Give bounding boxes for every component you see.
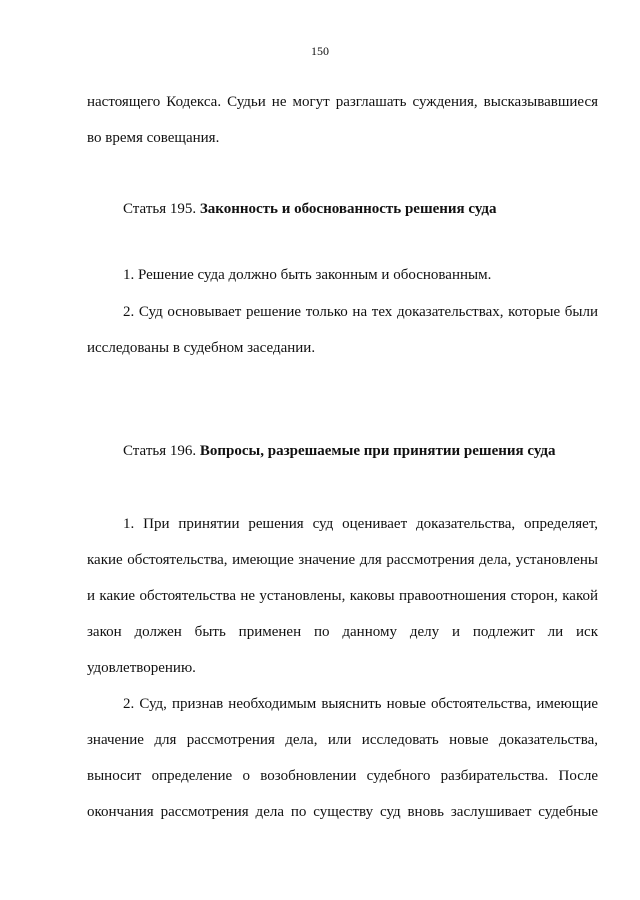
article-195-p2-line-2: исследованы в судебном заседании.	[87, 340, 316, 356]
article-195-p2-line-1: 2. Суд основывает решение только на тех доказательствах, которые были	[123, 304, 598, 320]
article-196-title: Вопросы, разрешаемые при принятии решения суда	[199, 443, 556, 459]
article-196-p2-line-2: значение для рассмотрения дела, или исследовать новые доказательства,	[87, 732, 598, 748]
article-195-prefix: Статья 195.	[123, 201, 197, 217]
article-196-p2-line-1: 2. Суд, признав необходимым выяснить новые обстоятельства, имеющие	[123, 696, 598, 712]
article-196-p2-line-3: выносит определение о возобновлении судебного разбирательства. После	[87, 768, 598, 784]
article-195-p1: 1. Решение суда должно быть законным и обоснованным.	[123, 267, 492, 283]
article-196-p1-line-3: и какие обстоятельства не установлены, каковы правоотношения сторон, какой	[87, 588, 598, 604]
article-196-heading	[123, 441, 556, 461]
article-196-p1-line-2: какие обстоятельства, имеющие значение для рассмотрения дела, установлены	[87, 552, 598, 568]
intro-line-2: во время совещания.	[87, 130, 220, 146]
article-196-p1-line-1: 1. При принятии решения суд оценивает доказательства, определяет,	[123, 516, 598, 532]
article-195-title: Законность и обоснованность решения суда	[199, 201, 497, 217]
article-195-heading	[123, 199, 497, 219]
intro-line-1: настоящего Кодекса. Судьи не могут разглашать суждения, высказывавшиеся	[87, 94, 598, 110]
article-196-p1-line-5: удовлетворению.	[87, 660, 196, 676]
article-196-p2-line-4: окончания рассмотрения дела по существу суд вновь заслушивает судебные	[87, 804, 598, 820]
page-number: 150	[311, 44, 329, 58]
article-196-prefix: Статья 196.	[123, 443, 197, 459]
article-196-p1-line-4: закон должен быть применен по данному делу и подлежит ли иск	[87, 624, 598, 640]
